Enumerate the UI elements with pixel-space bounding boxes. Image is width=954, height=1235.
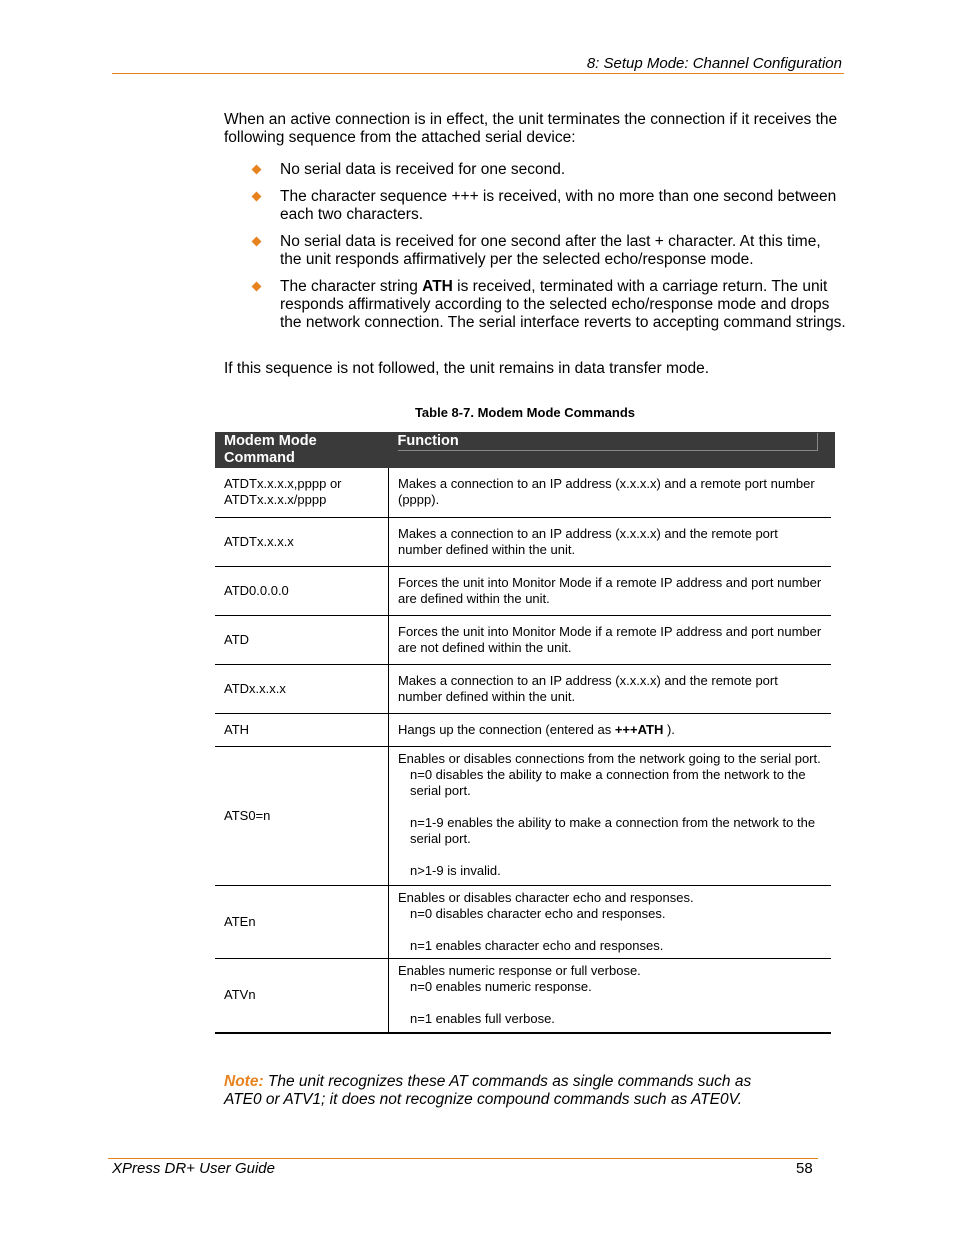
bullet-item xyxy=(250,233,846,269)
command-cell xyxy=(215,468,389,517)
function-subtext: n=1-9 enables the ability to make a connection from the network to the serial port. xyxy=(410,814,816,846)
function-subtext: n=0 enables numeric response. xyxy=(410,978,592,994)
command-cell: ATEn xyxy=(215,885,389,958)
header-rule xyxy=(112,73,844,74)
note-text: The unit recognizes these AT commands as single commands such as ATE0 or ATV1; it does not recognize compound commands such as ATE0V. xyxy=(224,1073,752,1108)
function-cell xyxy=(389,713,832,746)
function-cell: Makes a connection to an IP address (x.x.x.x) and the remote port number defined within the unit. xyxy=(389,517,832,566)
table-row xyxy=(215,615,831,664)
function-text-bold: +++ATH xyxy=(614,721,664,737)
table-row xyxy=(215,468,831,517)
bullet-item xyxy=(250,278,846,332)
header-function-label: Function xyxy=(398,433,819,451)
function-cell xyxy=(389,885,832,958)
bullet-text-pre: The character string xyxy=(280,278,423,295)
spacer xyxy=(398,847,822,863)
command-cell: ATD0.0.0.0 xyxy=(215,566,389,615)
bullet-text: No serial data is received for one second. xyxy=(280,161,566,178)
function-text: Enables numeric response or full verbose. xyxy=(398,962,641,978)
intro-paragraph: When an active connection is in effect, the unit terminates the connection if it receives the following sequence from the attached serial device: xyxy=(224,111,838,146)
table-header-row xyxy=(215,432,831,468)
command-line: ATDTx.x.x.x,pppp or xyxy=(224,476,342,492)
function-text: Enables or disables connections from the network going to the serial port. xyxy=(398,750,821,766)
table-row xyxy=(215,746,831,885)
command-line: ATDTx.x.x.x/pppp xyxy=(224,492,327,508)
table-row xyxy=(215,713,831,746)
function-cell xyxy=(389,746,832,885)
header-function xyxy=(389,432,832,468)
header-command: Modem Mode Command xyxy=(215,432,389,468)
table-row xyxy=(215,517,831,566)
bullet-item xyxy=(250,188,846,224)
footer-rule xyxy=(108,1158,818,1159)
function-subtext: n=1 enables character echo and responses. xyxy=(410,937,664,953)
table-row xyxy=(215,566,831,615)
function-cell: Forces the unit into Monitor Mode if a remote IP address and port number are not defined within the unit. xyxy=(389,615,832,664)
spacer xyxy=(398,799,822,815)
command-cell: ATVn xyxy=(215,958,389,1033)
function-subtext: n=0 disables character echo and responses. xyxy=(410,905,666,921)
function-subtext: n=1 enables full verbose. xyxy=(410,1010,555,1026)
bullet-text-post: is received, terminated with a carriage return. The unit responds affirmatively according to the selected echo/response mode and drops the network connection. The serial interface reverts to accepting command strings. xyxy=(280,278,846,331)
function-subtext: n>1-9 is invalid. xyxy=(410,862,501,878)
table-row xyxy=(215,664,831,713)
command-cell: ATH xyxy=(215,713,389,746)
function-text: Enables or disables character echo and responses. xyxy=(398,889,694,905)
table-row xyxy=(215,958,831,1033)
note-paragraph xyxy=(224,1073,784,1109)
spacer xyxy=(398,995,822,1011)
function-cell: Makes a connection to an IP address (x.x.x.x) and the remote port number defined within the unit. xyxy=(389,664,832,713)
command-cell: ATDTx.x.x.x xyxy=(215,517,389,566)
page-number: 58 xyxy=(796,1160,813,1177)
command-cell: ATD xyxy=(215,615,389,664)
modem-commands-table xyxy=(215,432,835,1034)
bullet-text-bold: ATH xyxy=(422,278,453,295)
spacer xyxy=(398,922,822,938)
function-cell: Forces the unit into Monitor Mode if a remote IP address and port number are defined within the unit. xyxy=(389,566,832,615)
bullet-text: No serial data is received for one second after the last + character. At this time, the unit responds affirmatively per the selected echo/response mode. xyxy=(280,233,821,268)
table-row xyxy=(215,885,831,958)
command-cell: ATS0=n xyxy=(215,746,389,885)
command-cell: ATDx.x.x.x xyxy=(215,664,389,713)
bullet-item xyxy=(250,161,846,179)
footer-title: XPress DR+ User Guide xyxy=(112,1160,275,1177)
diamond-bullet-icon xyxy=(252,192,262,202)
bullet-list xyxy=(250,161,846,341)
function-subtext: n=0 disables the ability to make a connection from the network to the serial port. xyxy=(410,766,806,798)
table-caption: Table 8-7. Modem Mode Commands xyxy=(414,405,636,420)
diamond-bullet-icon xyxy=(252,282,262,292)
diamond-bullet-icon xyxy=(252,237,262,247)
note-label: Note: xyxy=(224,1073,264,1090)
function-cell xyxy=(389,958,832,1033)
outro-paragraph: If this sequence is not followed, the unit remains in data transfer mode. xyxy=(224,360,710,377)
bullet-text: The character sequence +++ is received, with no more than one second between each two characters. xyxy=(280,188,837,223)
function-text-post: ). xyxy=(663,721,675,737)
diamond-bullet-icon xyxy=(252,165,262,175)
page-header-title: 8: Setup Mode: Channel Configuration xyxy=(586,55,842,72)
function-cell: Makes a connection to an IP address (x.x.x.x) and a remote port number (pppp). xyxy=(389,468,832,517)
function-text-pre: Hangs up the connection (entered as xyxy=(398,721,615,737)
